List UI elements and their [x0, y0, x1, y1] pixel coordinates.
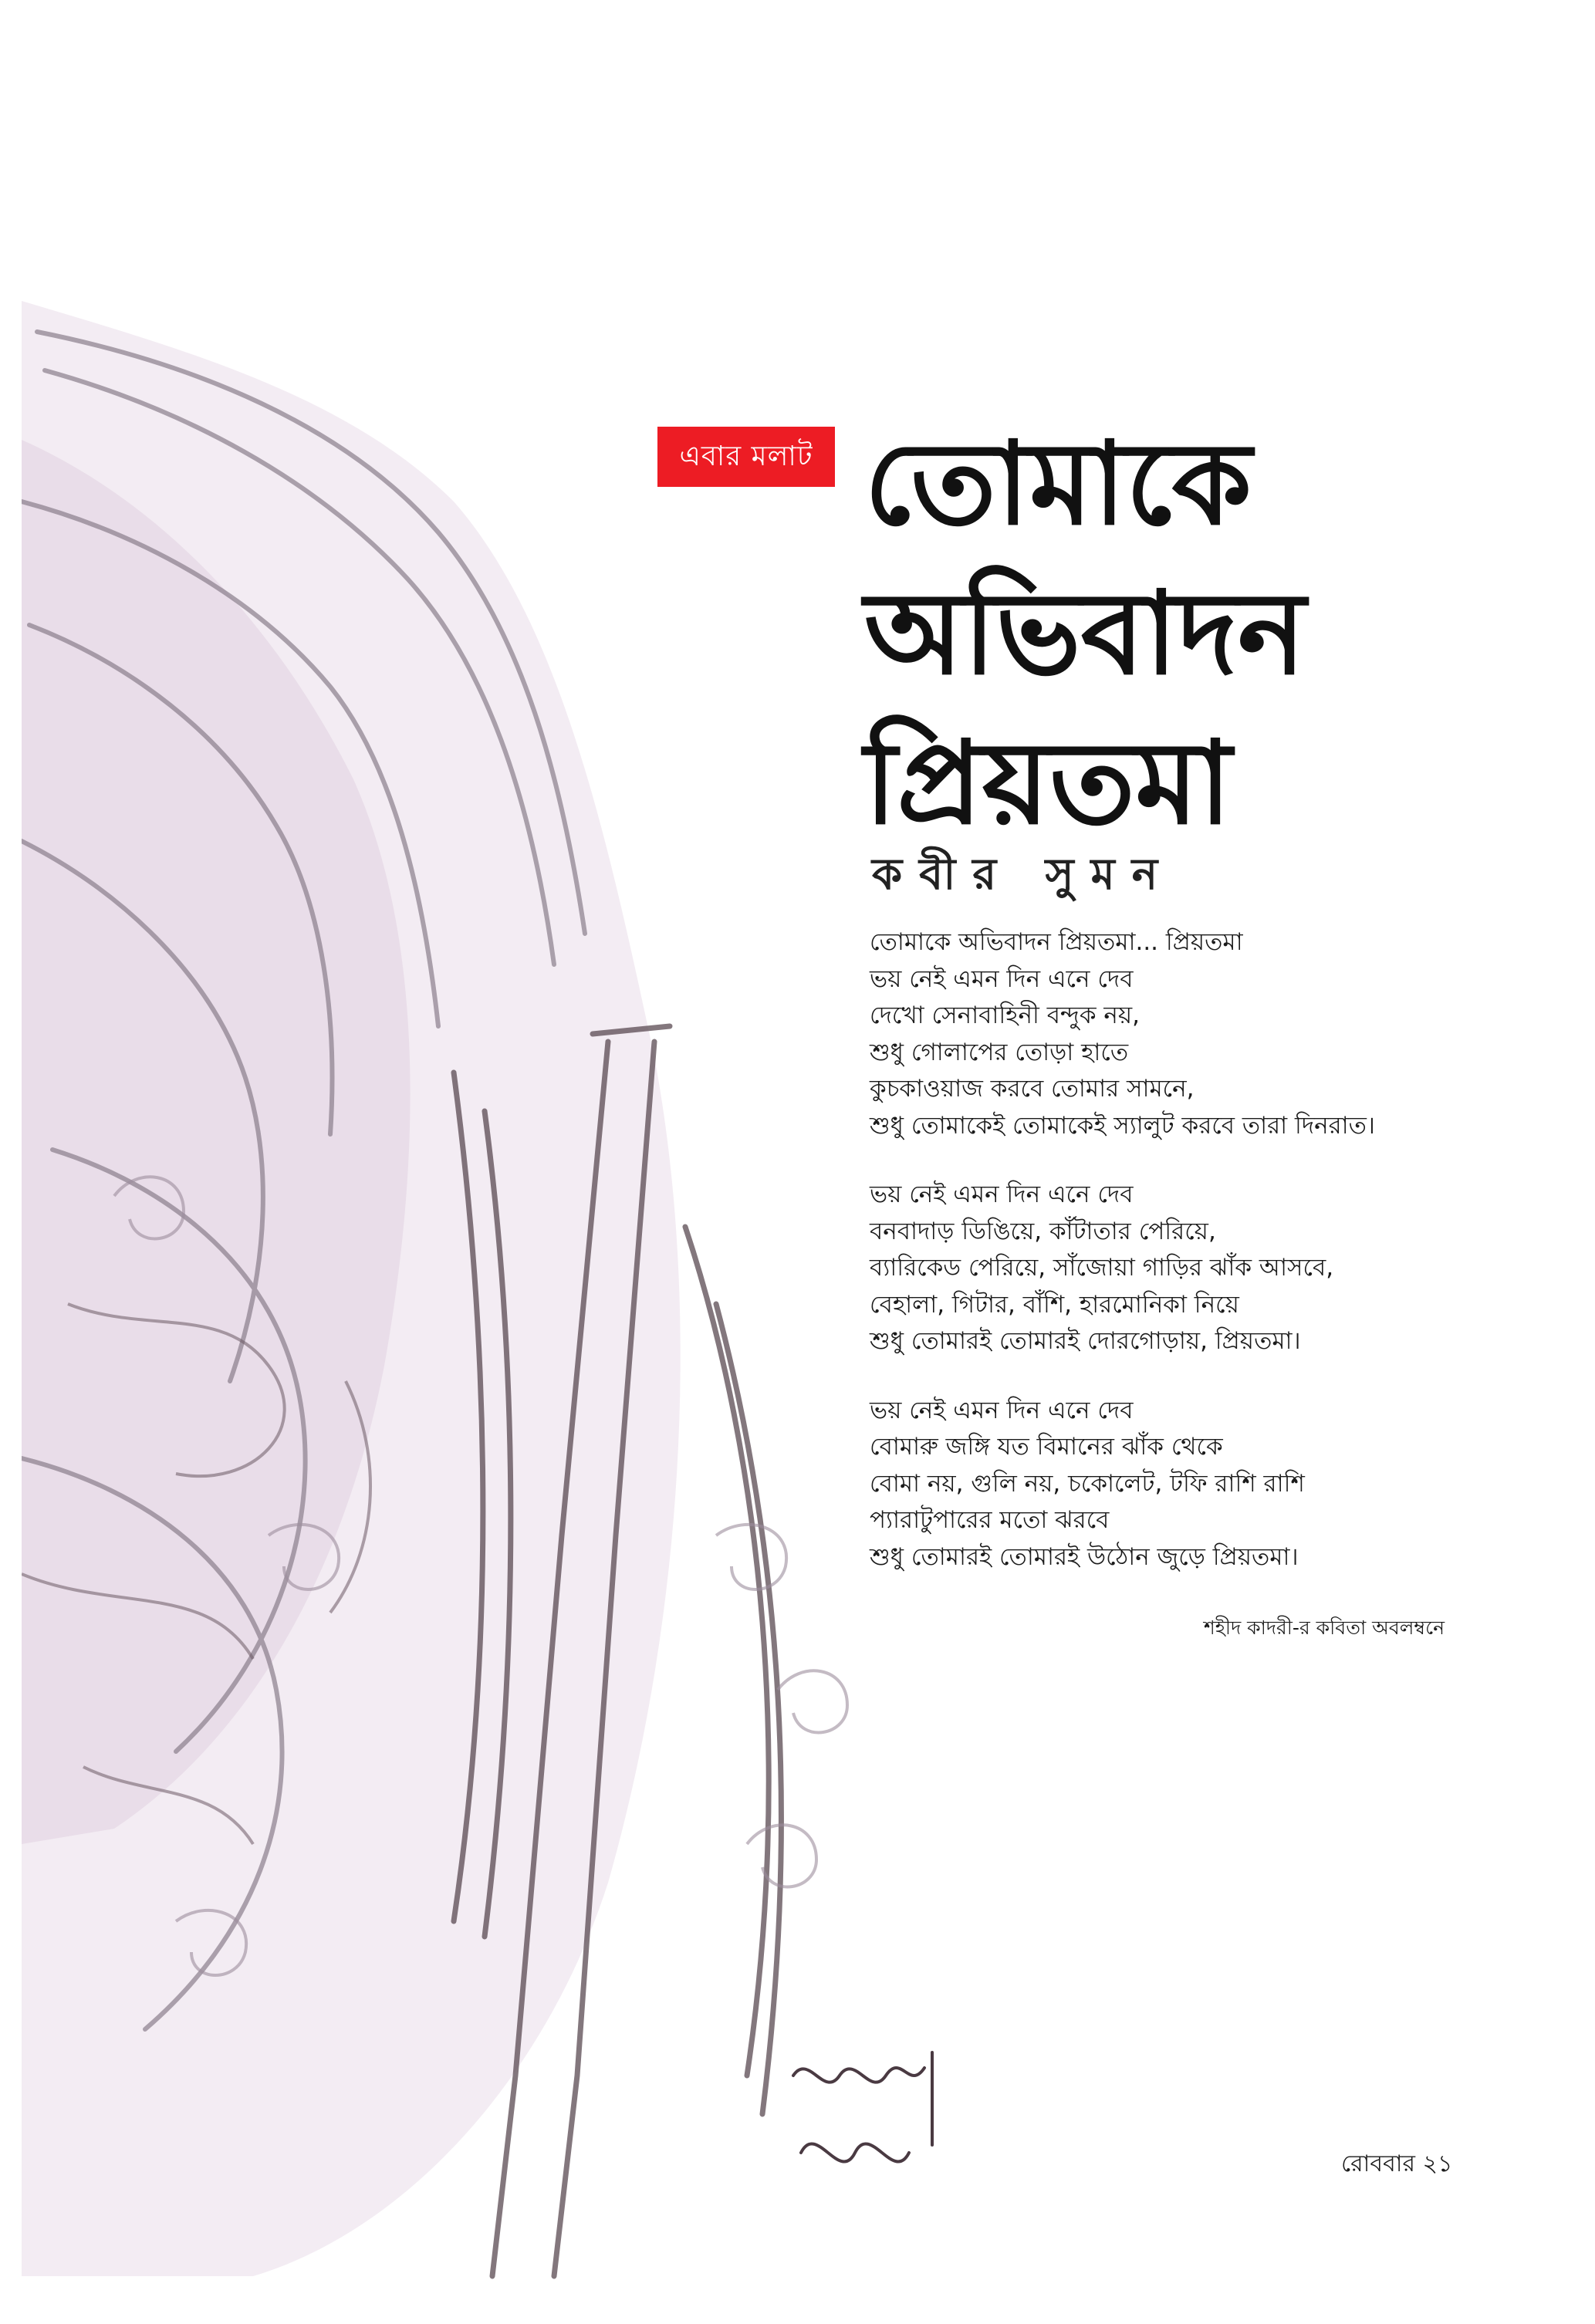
artist-signature	[793, 2052, 932, 2162]
poem-line: ব্যারিকেড পেরিয়ে, সাঁজোয়া গাড়ির ঝাঁক আসবে,	[870, 1254, 1334, 1282]
poem-line: তোমাকে অভিবাদন প্রিয়তমা... প্রিয়তমা	[870, 928, 1243, 956]
poem-line: বোমা নয়, গুলি নয়, চকোলেট, টফি রাশি রাশি	[870, 1469, 1305, 1498]
poem-line: শুধু তোমাকেই তোমাকেই স্যালুট করবে তারা দিনরাত।	[870, 1111, 1376, 1140]
stanza	[870, 1177, 1533, 1360]
poem-line: বেহালা, গিটার, বাঁশি, হারমোনিকা নিয়ে	[870, 1290, 1239, 1319]
title-line-2: অভিবাদন	[864, 567, 1306, 700]
title-line-1: তোমাকে	[864, 417, 1252, 550]
title-line-3: প্রিয়তমা	[864, 717, 1232, 850]
stanza	[870, 924, 1533, 1144]
crayon-sketch-illustration	[22, 301, 986, 2307]
poem-line: বনবাদাড় ডিঙিয়ে, কাঁটাতার পেরিয়ে,	[870, 1217, 1216, 1245]
poem-line: বোমারু জঙ্গি যত বিমানের ঝাঁক থেকে	[870, 1433, 1223, 1461]
poem-line: কুচকাওয়াজ করবে তোমার সামনে,	[870, 1075, 1195, 1103]
poem-body	[870, 924, 1533, 1608]
poem-line: ভয় নেই এমন দিন এনে দেব	[870, 1396, 1134, 1424]
poem-line: শুধু তোমারই তোমারই দোরগোড়ায়, প্রিয়তমা।	[870, 1327, 1301, 1355]
poem-line: শুধু গোলাপের তোড়া হাতে	[870, 1038, 1129, 1066]
page-folio: রোববার ২১	[1341, 2150, 1453, 2177]
poem-line: ভয় নেই এমন দিন এনে দেব	[870, 964, 1134, 993]
source-credit: শহীদ কাদরী-র কবিতা অবলম্বনে	[1204, 1616, 1445, 1639]
poem-line: শুধু তোমারই তোমারই উঠোন জুড়ে প্রিয়তমা।	[870, 1542, 1299, 1571]
poem-line: দেখো সেনাবাহিনী বন্দুক নয়,	[870, 1002, 1140, 1029]
author-name: কবীর সুমন	[872, 850, 1175, 900]
sketch-svg	[22, 301, 986, 2307]
poem-title	[864, 409, 1497, 858]
poem-line: ভয় নেই এমন দিন এনে দেব	[870, 1181, 1134, 1208]
section-tag: এবার মলাট	[657, 427, 835, 487]
stanza	[870, 1393, 1533, 1576]
poem-line: প্যারাটুপারের মতো ঝরবে	[870, 1506, 1110, 1534]
